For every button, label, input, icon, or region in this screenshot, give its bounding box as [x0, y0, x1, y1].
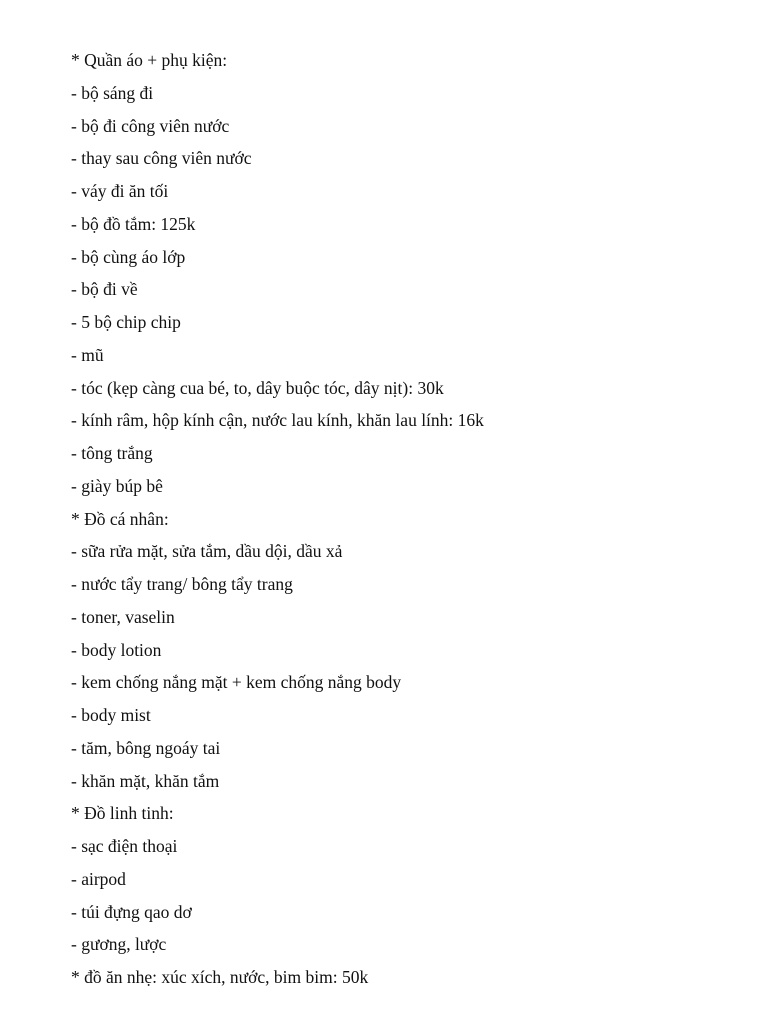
- list-item: - váy đi ăn tối: [71, 181, 169, 201]
- list-item: - bộ đi về: [71, 279, 138, 300]
- section-heading-snacks: * đồ ăn nhẹ: xúc xích, nước, bim bim: 50k: [71, 967, 369, 987]
- list-item: - 5 bộ chip chip: [71, 312, 181, 332]
- list-item: - tóc (kẹp càng cua bé, to, dây buộc tóc, dây nịt): 30k: [71, 377, 444, 398]
- list-item: - tông trắng: [71, 443, 153, 463]
- list-item: - sữa rửa mặt, sửa tắm, dầu dội, dầu xả: [71, 541, 343, 562]
- document-page: [71, 44, 728, 994]
- list-item: - body lotion: [71, 639, 162, 660]
- list-item: - airpod: [71, 868, 126, 889]
- list-item: - tăm, bông ngoáy tai: [71, 737, 221, 758]
- list-item: - gương, lược: [71, 934, 167, 955]
- list-item: - bộ cùng áo lớp: [71, 246, 186, 267]
- list-item: - mũ: [71, 344, 104, 365]
- list-item: - giày búp bê: [71, 475, 163, 496]
- list-item: - nước tẩy trang/ bông tẩy trang: [71, 574, 293, 594]
- section-heading-misc: * Đồ linh tinh:: [71, 803, 174, 824]
- list-item: - sạc điện thoại: [71, 836, 178, 856]
- list-item: - túi đựng qao dơ: [71, 901, 192, 922]
- section-heading-personal: * Đồ cá nhân:: [71, 508, 169, 529]
- list-item: - toner, vaselin: [71, 606, 175, 627]
- list-item: - thay sau công viên nước: [71, 148, 252, 169]
- list-item: - kính râm, hộp kính cận, nước lau kính, khăn lau lính: 16k: [71, 410, 484, 431]
- list-item: - khăn mặt, khăn tắm: [71, 770, 220, 791]
- list-item: - bộ đồ tắm: 125k: [71, 213, 196, 234]
- list-item: - bộ đi công viên nước: [71, 115, 230, 136]
- section-heading-clothes: * Quần áo + phụ kiện:: [71, 50, 228, 70]
- list-item: - bộ sáng đi: [71, 82, 154, 103]
- list-item: - kem chống nắng mặt + kem chống nắng body: [71, 672, 402, 693]
- list-item: - body mist: [71, 705, 151, 725]
